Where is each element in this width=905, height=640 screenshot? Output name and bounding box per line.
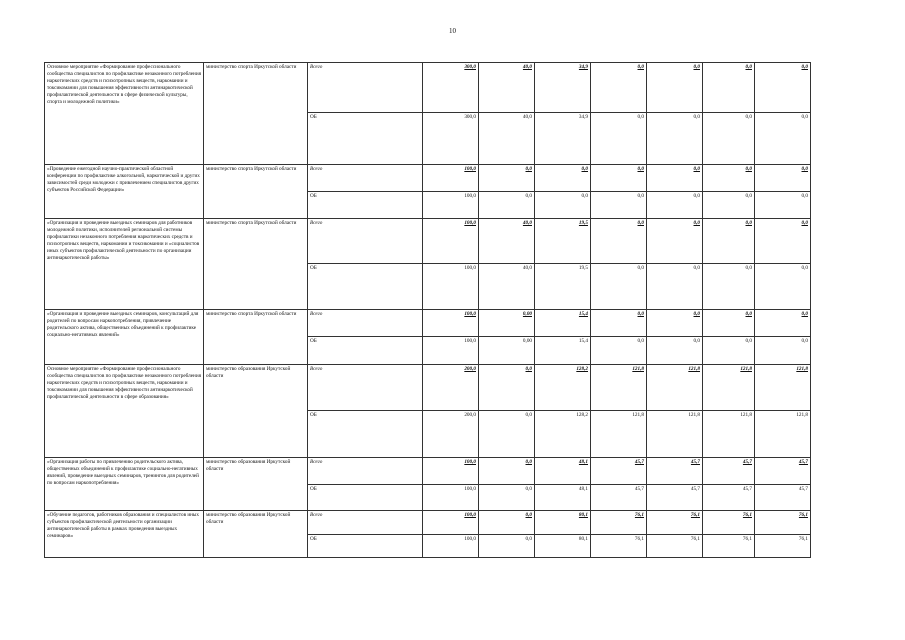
total-value: 15,4 [535,310,591,337]
ob-value: 45,7 [703,485,755,511]
total-value: 0,0 [703,219,755,264]
source-ob-label: ОБ [308,264,423,310]
ob-value: 0,0 [479,411,535,458]
total-value: 0,0 [479,458,535,485]
ob-value: 121,8 [591,411,647,458]
table-row [45,219,811,264]
total-value: 0,0 [591,310,647,337]
ob-value: 40,0 [479,264,535,310]
total-value: 100,0 [423,219,479,264]
page-number: 10 [449,27,456,35]
ob-value: 0,0 [591,192,647,219]
total-value: 0,0 [703,165,755,192]
ob-value: 45,7 [755,485,811,511]
table-row [45,310,811,337]
responsible-cell: министерство спорта Иркутской области [204,310,308,365]
responsible-cell: министерство спорта Иркутской области [204,165,308,219]
ob-value: 121,8 [703,411,755,458]
table-row [45,511,811,535]
ob-value: 100,0 [423,485,479,511]
ob-value: 0,0 [591,264,647,310]
total-value: 121,8 [755,365,811,411]
ob-value: 0,0 [703,337,755,365]
responsible-cell: министерство спорта Иркутской области [204,219,308,310]
ob-value: 40,0 [479,113,535,165]
total-value: 76,1 [647,511,703,535]
total-value: 100,0 [423,310,479,337]
table-row [45,63,811,113]
ob-value: 0,0 [479,192,535,219]
total-value: 45,7 [703,458,755,485]
ob-value: 100,0 [423,192,479,219]
total-value: 0,0 [703,63,755,113]
total-value: 0,0 [591,219,647,264]
ob-value: 76,1 [755,535,811,558]
ob-value: 0,0 [755,192,811,219]
ob-value: 121,8 [755,411,811,458]
responsible-cell: министерство образования Иркутской области [204,365,308,458]
total-value: 45,7 [755,458,811,485]
budget-table [44,62,811,558]
source-total-label: Всего [308,165,423,192]
ob-value: 19,5 [535,264,591,310]
ob-value: 76,1 [647,535,703,558]
ob-value: 48,1 [535,485,591,511]
total-value: 0,0 [647,310,703,337]
table-row [45,458,811,485]
ob-value: 0,00 [479,337,535,365]
ob-value: 0,0 [591,337,647,365]
ob-value: 0,0 [703,192,755,219]
responsible-cell: министерство образования Иркутской области [204,511,308,558]
source-total-label: Всего [308,511,423,535]
ob-value: 0,0 [647,264,703,310]
source-ob-label: ОБ [308,535,423,558]
ob-value: 0,0 [755,264,811,310]
total-value: 0,0 [591,165,647,192]
source-total-label: Всего [308,310,423,337]
ob-value: 76,1 [591,535,647,558]
source-total-label: Всего [308,63,423,113]
responsible-cell: министерство образования Иркутской области [204,458,308,511]
ob-value: 0,0 [755,113,811,165]
total-value: 45,7 [647,458,703,485]
ob-value: 100,0 [423,535,479,558]
source-total-label: Всего [308,365,423,411]
total-value: 300,0 [423,63,479,113]
measure-cell: «Организация работы по привлечению родительского актива, общественных объединений к профилактике социально-негативных явлений, проведение выездных семинаров, тренингов для родителей по вопросам наркопотребления» [45,458,204,511]
total-value: 0,0 [755,310,811,337]
total-value: 128,2 [535,365,591,411]
total-value: 40,0 [479,63,535,113]
ob-value: 0,0 [647,337,703,365]
total-value: 0,0 [591,63,647,113]
source-ob-label: ОБ [308,485,423,511]
total-value: 80,1 [535,511,591,535]
total-value: 100,0 [423,511,479,535]
total-value: 76,1 [755,511,811,535]
ob-value: 76,1 [703,535,755,558]
source-ob-label: ОБ [308,113,423,165]
total-value: 0,0 [479,165,535,192]
source-total-label: Всего [308,458,423,485]
total-value: 0,0 [755,165,811,192]
ob-value: 0,0 [647,113,703,165]
total-value: 100,0 [423,458,479,485]
source-ob-label: ОБ [308,411,423,458]
ob-value: 0,0 [591,113,647,165]
total-value: 0,0 [755,219,811,264]
total-value: 19,5 [535,219,591,264]
source-ob-label: ОБ [308,337,423,365]
ob-value: 128,2 [535,411,591,458]
total-value: 0,0 [535,165,591,192]
total-value: 121,8 [647,365,703,411]
ob-value: 45,7 [591,485,647,511]
total-value: 0,0 [647,165,703,192]
ob-value: 300,0 [423,113,479,165]
total-value: 0,0 [647,63,703,113]
ob-value: 100,0 [423,337,479,365]
measure-cell: Основное мероприятие «Формирование профессионального сообщества специалистов по профилактике незаконного потребления наркотических средств и психотропных веществ, наркомании и токсикомании для повышения эффективности антинаркотической профилактической деятельности в сфере образования» [45,365,204,458]
total-value: 45,7 [591,458,647,485]
ob-value: 100,0 [423,264,479,310]
total-value: 0,0 [479,365,535,411]
measure-cell: «Обучение педагогов, работников образования и специалистов иных субъектов профилактической деятельности организации антинаркотической работы в рамках проведения выездных семинаров» [45,511,204,558]
total-value: 0,0 [755,63,811,113]
ob-value: 15,4 [535,337,591,365]
ob-value: 0,0 [479,485,535,511]
table-row [45,165,811,192]
ob-value: 0,0 [647,192,703,219]
total-value: 121,8 [703,365,755,411]
ob-value: 34,9 [535,113,591,165]
ob-value: 0,0 [479,535,535,558]
ob-value: 45,7 [647,485,703,511]
measure-cell: «Организация и проведение выездных семинаров, консультаций для родителей по вопросам наркопотребления, привлечение родительского актива, общественных объединений к профилактике социально-негативных явлений» [45,310,204,365]
responsible-cell: министерство спорта Иркутской области [204,63,308,165]
total-value: 121,8 [591,365,647,411]
measure-cell: Основное мероприятие «Формирование профессионального сообщества специалистов по профилактике незаконного потребления наркотических средств и психотропных веществ, наркомании и токсикомании для повышения эффективности антинаркотической профилактической деятельности в сфере физической культуры, спорта и молодежной политики» [45,63,204,165]
total-value: 200,0 [423,365,479,411]
total-value: 34,9 [535,63,591,113]
ob-value: 121,8 [647,411,703,458]
source-total-label: Всего [308,219,423,264]
measure-cell: «Проведение ежегодной научно-практической областной конференции по профилактике алкогольной, наркотической и других зависимостей среди молодежи с привлечением специалистов других субъектов Российской Федерации» [45,165,204,219]
total-value: 40,0 [479,219,535,264]
ob-value: 0,0 [535,192,591,219]
ob-value: 0,0 [703,264,755,310]
table-row [45,365,811,411]
total-value: 100,0 [423,165,479,192]
measure-cell: «Организация и проведение выездных семинаров для работников молодежной политики, исполнителей региональной системы профилактики незаконного потребления наркотических средств и психотропных веществ, наркомании и токсикомании и «социалистов иных субъектов профилактической деятельности по организации антинаркотической работы» [45,219,204,310]
total-value: 0,0 [647,219,703,264]
ob-value: 200,0 [423,411,479,458]
source-ob-label: ОБ [308,192,423,219]
total-value: 0,0 [703,310,755,337]
ob-value: 80,1 [535,535,591,558]
total-value: 76,1 [591,511,647,535]
total-value: 0,0 [479,511,535,535]
total-value: 48,1 [535,458,591,485]
ob-value: 0,0 [755,337,811,365]
ob-value: 0,0 [703,113,755,165]
total-value: 76,1 [703,511,755,535]
total-value: 0,00 [479,310,535,337]
